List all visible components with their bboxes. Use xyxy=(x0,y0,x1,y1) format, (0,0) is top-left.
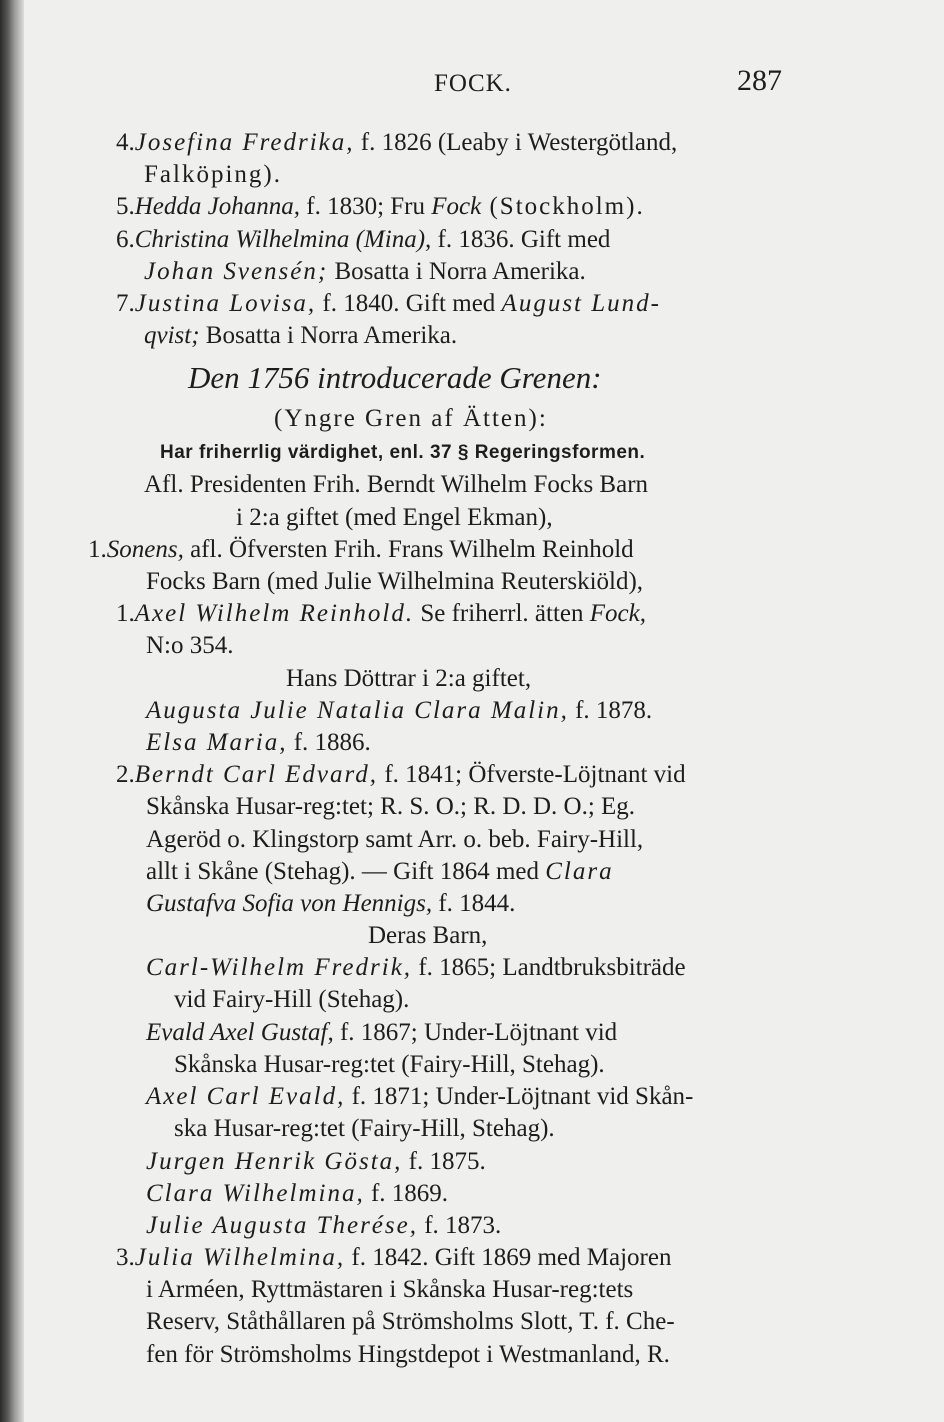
berndt-name: Berndt Carl Edvard, xyxy=(134,761,379,788)
book-page xyxy=(24,0,944,1422)
entry-6-residence: Bosatta i Norra Amerika. xyxy=(328,258,586,285)
child-3-name: Axel Carl Evald, xyxy=(146,1083,346,1110)
entry-6-spouse: Johan Svensén; xyxy=(144,258,329,285)
axel-text: Se friherrl. ätten xyxy=(414,600,590,627)
children-heading: Deras Barn, xyxy=(368,922,488,949)
daughter-2-name: Elsa Maria, xyxy=(146,729,288,756)
entry-6-text: f. 1836. Gift med xyxy=(431,226,611,253)
daughter-2 xyxy=(24,728,944,758)
child-4-name: Jurgen Henrik Gösta, xyxy=(146,1148,403,1175)
legal-note: Har friherrlig värdighet, enl. 37 § Regeringsformen. xyxy=(160,442,646,463)
entry-7-line-2 xyxy=(24,321,944,351)
child-2-text: f. 1867; Under-Löjtnant vid xyxy=(333,1019,618,1046)
julia-name: Julia Wilhelmina, xyxy=(134,1244,346,1271)
berndt-text-4: allt i Skåne (Stehag). — Gift 1864 med xyxy=(146,858,546,885)
berndt-line-1 xyxy=(24,760,944,790)
child-3-line-1 xyxy=(24,1082,944,1112)
child-4 xyxy=(24,1147,944,1177)
sons-label: Sonens, xyxy=(106,536,184,563)
sons-text: afl. Öfversten Frih. Frans Wilhelm Reinhold xyxy=(183,536,634,563)
berndt-spouse-birth: f. 1844. xyxy=(432,890,516,917)
entry-5-number: 5. xyxy=(116,193,135,220)
berndt-spouse-cont: Gustafva Sofia von Hennigs, xyxy=(146,890,433,917)
julia-line-2: i Arméen, Ryttmästaren i Skånska Husar-reg:tets xyxy=(146,1276,634,1303)
julia-line-1 xyxy=(24,1243,944,1273)
sons-line-2: Focks Barn (med Julie Wilhelmina Reuterskiöld), xyxy=(146,568,644,595)
berndt-line-5 xyxy=(24,889,944,919)
section-heading: Den 1756 introducerade Grenen: xyxy=(188,360,602,395)
entry-4-line-2 xyxy=(24,160,944,190)
child-6-birth: f. 1873. xyxy=(417,1212,502,1239)
entry-7-spouse-cont: qvist; xyxy=(144,322,200,349)
child-3-line-2: ska Husar-reg:tet (Fairy-Hill, Stehag). xyxy=(174,1115,555,1142)
book-binding-edge xyxy=(0,0,24,1422)
entry-7-line-1 xyxy=(24,289,944,319)
berndt-line-3: Ageröd o. Klingstorp samt Arr. o. beb. Fairy-Hill, xyxy=(146,826,644,853)
child-1-name: Carl-Wilhelm Fredrik, xyxy=(146,954,413,981)
sons-number: 1. xyxy=(88,536,107,563)
entry-6-name: Christina Wilhelmina (Mina), xyxy=(134,226,432,253)
child-2-name: Evald Axel Gustaf, xyxy=(146,1019,334,1046)
julia-line-3: Reserv, Ståthållaren på Strömsholms Slott, T. f. Che- xyxy=(146,1308,675,1335)
entry-4-line-1 xyxy=(24,128,944,158)
child-1-line-1 xyxy=(24,953,944,983)
axel-number: 1. xyxy=(116,600,135,627)
entry-4-continuation: Falköping). xyxy=(144,161,282,188)
daughter-1-name: Augusta Julie Natalia Clara Malin, xyxy=(146,697,569,724)
running-header-title: FOCK. xyxy=(434,70,512,97)
berndt-text-1: f. 1841; Öfverste-Löjtnant vid xyxy=(378,761,686,788)
entry-5-name: Hedda Johanna, xyxy=(134,193,300,220)
entry-4-text: f. 1826 (Leaby i Westergötland, xyxy=(354,129,678,156)
daughter-1-birth: f. 1878. xyxy=(568,697,653,724)
afl-line-2: i 2:a giftet (med Engel Ekman), xyxy=(236,504,553,531)
entry-7-name: Justina Lovisa, xyxy=(134,290,317,317)
entry-7-text: f. 1840. Gift med xyxy=(316,290,502,317)
entry-5-tail: (Stockholm). xyxy=(481,193,645,220)
axel-line-2: N:o 354. xyxy=(146,632,234,659)
berndt-line-2: Skånska Husar-reg:tet; R. S. O.; R. D. D. O.; Eg. xyxy=(146,793,636,820)
julia-number: 3. xyxy=(116,1244,135,1271)
entry-5-text: f. 1830; Fru xyxy=(300,193,432,220)
entry-5-italic: Fock xyxy=(431,193,482,220)
page-number: 287 xyxy=(737,64,782,97)
axel-name: Axel Wilhelm Reinhold. xyxy=(134,600,415,627)
entry-6-line-1 xyxy=(24,225,944,255)
daughters-heading: Hans Döttrar i 2:a giftet, xyxy=(286,665,532,692)
child-5 xyxy=(24,1179,944,1209)
entry-6-number: 6. xyxy=(116,226,135,253)
axel-italic: Fock, xyxy=(589,600,646,627)
daughter-2-birth: f. 1886. xyxy=(287,729,371,756)
berndt-line-4 xyxy=(24,857,944,887)
entry-4-number: 4. xyxy=(116,129,135,156)
entry-7-number: 7. xyxy=(116,290,135,317)
entry-4-name: Josefina Fredrika, xyxy=(134,129,355,156)
child-5-birth: f. 1869. xyxy=(364,1180,449,1207)
daughter-1 xyxy=(24,696,944,726)
julia-text-1: f. 1842. Gift 1869 med Majoren xyxy=(345,1244,672,1271)
axel-line-1 xyxy=(24,599,944,629)
child-6-name: Julie Augusta Therése, xyxy=(146,1212,418,1239)
child-6 xyxy=(24,1211,944,1241)
child-1-line-2: vid Fairy-Hill (Stehag). xyxy=(174,986,410,1013)
child-3-text: f. 1871; Under-Löjtnant vid Skån- xyxy=(345,1083,694,1110)
child-2-line-1 xyxy=(24,1018,944,1048)
child-1-text: f. 1865; Landtbruksbiträde xyxy=(412,954,686,981)
berndt-number: 2. xyxy=(116,761,135,788)
entry-5-line xyxy=(24,192,944,222)
entry-7-spouse: August Lund- xyxy=(501,290,661,317)
child-5-name: Clara Wilhelmina, xyxy=(146,1180,365,1207)
entry-7-residence: Bosatta i Norra Amerika. xyxy=(199,322,458,349)
sons-line-1 xyxy=(24,535,944,565)
berndt-spouse: Clara xyxy=(545,858,614,885)
child-2-line-2: Skånska Husar-reg:tet (Fairy-Hill, Stehag). xyxy=(174,1051,605,1078)
julia-line-4: fen för Strömsholms Hingstdepot i Westmanland, R. xyxy=(146,1341,670,1368)
child-4-birth: f. 1875. xyxy=(402,1148,486,1175)
section-subheading: (Yngre Gren af Ätten): xyxy=(274,405,548,432)
afl-line-1: Afl. Presidenten Frih. Berndt Wilhelm Focks Barn xyxy=(144,471,649,498)
entry-6-line-2 xyxy=(24,257,944,287)
